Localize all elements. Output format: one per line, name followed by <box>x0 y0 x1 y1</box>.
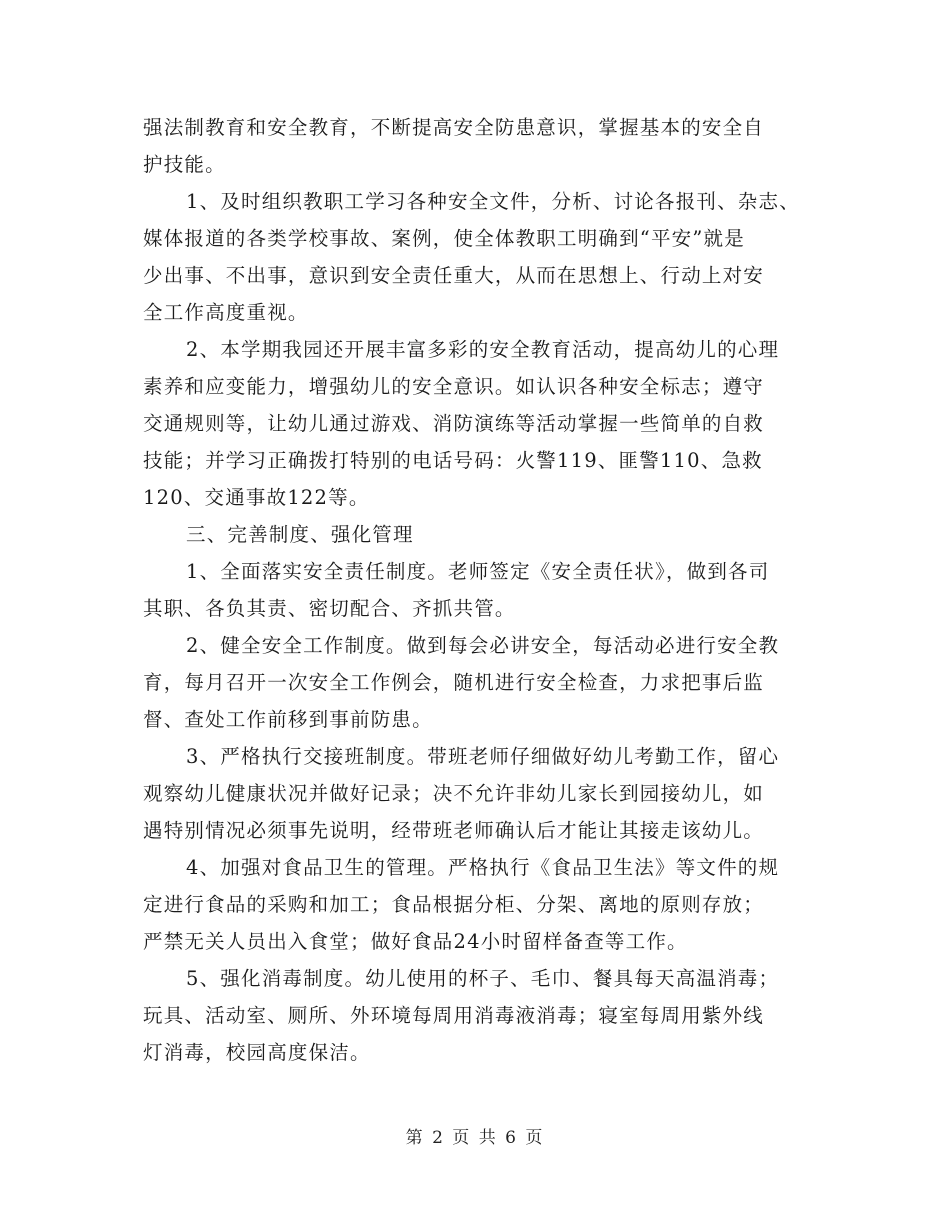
text-line: 1、全面落实安全责任制度。老师签定《安全责任状》，做到各司 <box>186 560 770 583</box>
page-footer: 第 2 页 共 6 页 <box>405 1128 545 1148</box>
text-line: 4、加强对食品卫生的管理。严格执行《食品卫生法》等文件的规 <box>186 856 780 879</box>
text-line: 定进行食品的采购和加工；食品根据分柜、分架、离地的原则存放； <box>143 893 765 916</box>
text-line: 全工作高度重视。 <box>143 301 309 324</box>
text-line: 灯消毒，校园高度保洁。 <box>143 1041 371 1064</box>
text-line: 120、交通事故122等。 <box>143 486 370 509</box>
text-line: 素养和应变能力，增强幼儿的安全意识。如认识各种安全标志；遵守 <box>143 375 765 398</box>
text-line: 观察幼儿健康状况并做好记录；决不允许非幼儿家长到园接幼儿，如 <box>143 782 765 805</box>
section-heading: 三、完善制度、强化管理 <box>186 523 414 546</box>
text-line: 其职、各负其责、密切配合、齐抓共管。 <box>143 597 516 620</box>
text-line: 5、强化消毒制度。幼儿使用的杯子、毛巾、餐具每天高温消毒； <box>186 967 780 990</box>
text-line: 玩具、活动室、厕所、外环境每周用消毒液消毒；寝室每周用紫外线 <box>143 1004 765 1027</box>
text-line: 严禁无关人员出入食堂；做好食品24小时留样备查等工作。 <box>143 930 688 953</box>
text-line: 技能；并学习正确拨打特别的电话号码：火警119、匪警110、急救 <box>143 449 763 472</box>
text-line: 1、及时组织教职工学习各种安全文件，分析、讨论各报刊、杂志、 <box>186 190 800 213</box>
text-line: 3、严格执行交接班制度。带班老师仔细做好幼儿考勤工作，留心 <box>186 745 780 768</box>
text-line: 媒体报道的各类学校事故、案例，使全体教职工明确到“平安”就是 <box>143 227 745 250</box>
text-line: 交通规则等，让幼儿通过游戏、消防演练等活动掌握一些简单的自救 <box>143 412 765 435</box>
text-line: 2、本学期我园还开展丰富多彩的安全教育活动，提高幼儿的心理 <box>186 338 780 361</box>
text-line: 育，每月召开一次安全工作例会，随机进行安全检查，力求把事后监 <box>143 671 765 694</box>
text-line: 强法制教育和安全教育，不断提高安全防患意识，掌握基本的安全自 <box>143 116 765 139</box>
text-line: 少出事、不出事，意识到安全责任重大，从而在思想上、行动上对安 <box>143 264 765 287</box>
text-line: 2、健全安全工作制度。做到每会必讲安全，每活动必进行安全教 <box>186 634 780 657</box>
text-line: 护技能。 <box>143 153 226 176</box>
text-line: 督、查处工作前移到事前防患。 <box>143 708 433 731</box>
text-line: 遇特别情况必须事先说明，经带班老师确认后才能让其接走该幼儿。 <box>143 819 765 842</box>
